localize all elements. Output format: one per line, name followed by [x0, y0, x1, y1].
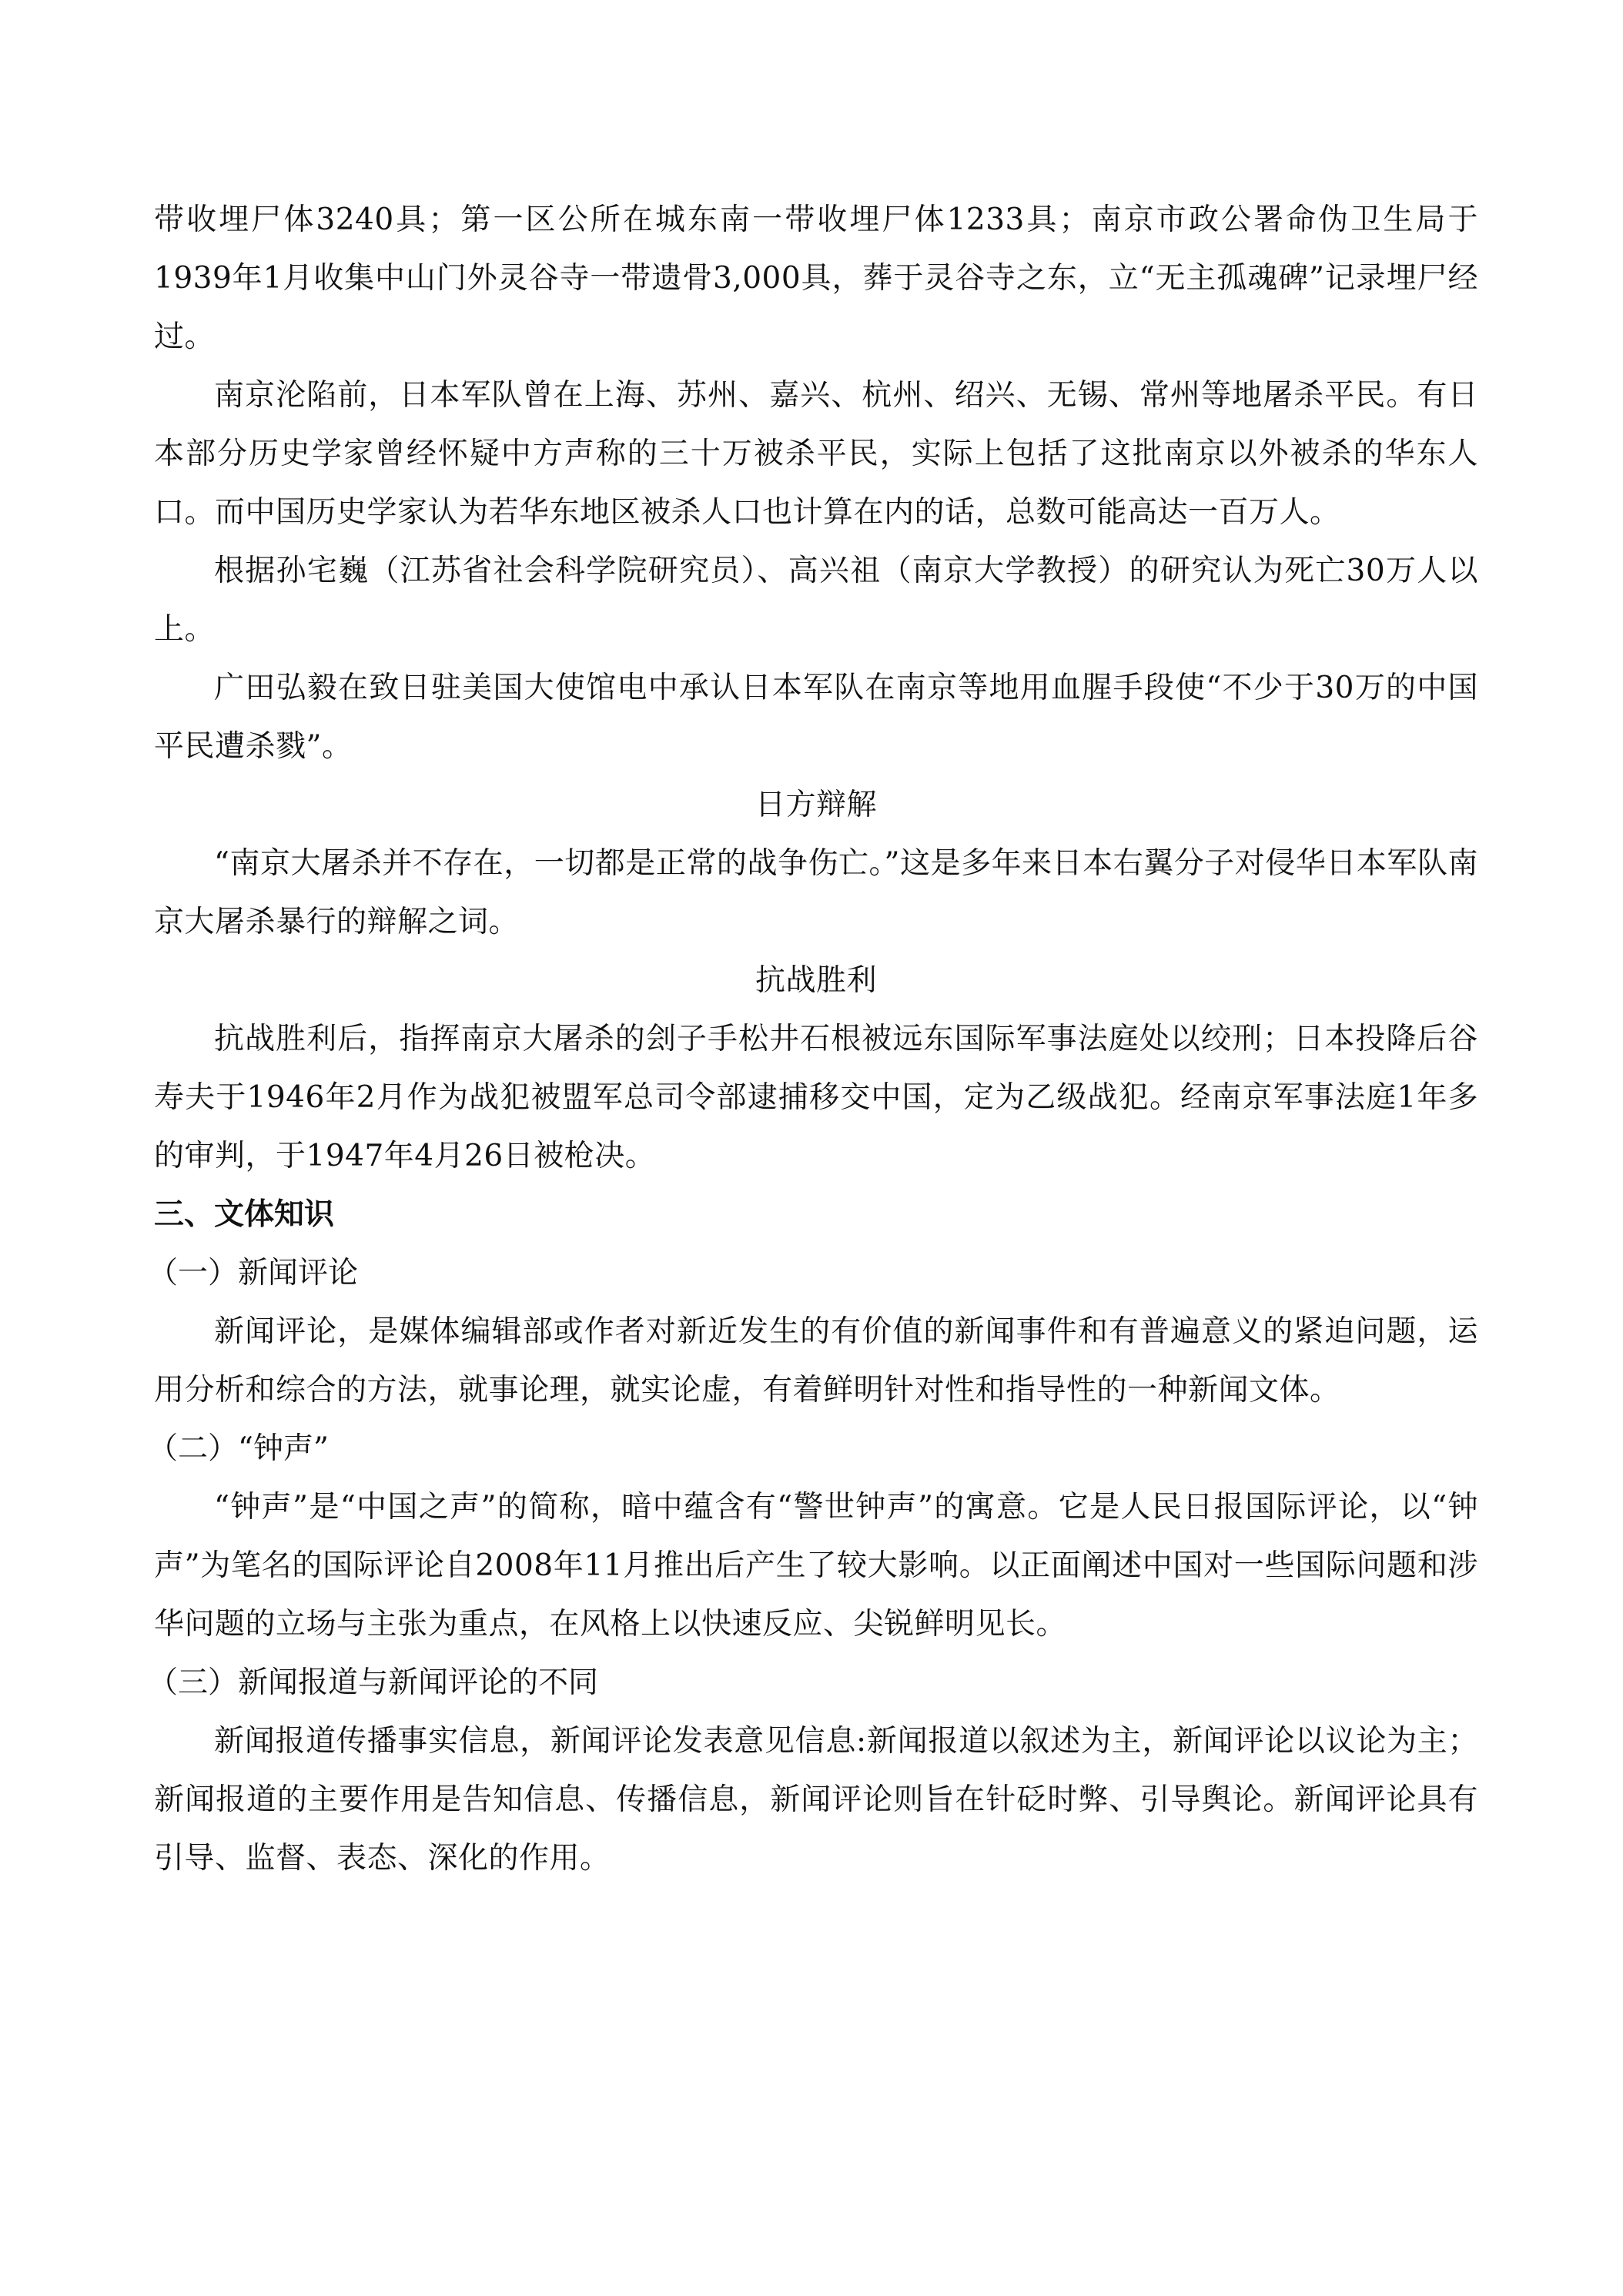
paragraph-war-criminals: 抗战胜利后，指挥南京大屠杀的刽子手松井石根被远东国际军事法庭处以绞刑；日本投降后谷寿夫于1946年2月作为战犯被盟军总司令部逮捕移交中国，定为乙级战犯。经南京军事法庭1年多的审判，于1947年4月26日被枪决。 [154, 1022, 1478, 1173]
subsection-report-vs-commentary: （三）新闻报道与新闻评论的不同 [148, 1665, 599, 1700]
paragraph-burial-records: 带收埋尸体3240具；第一区公所在城东南一带收埋尸体1233具；南京市政公署命伪卫生局于1939年1月收集中山门外灵谷寺一带遗骨3,000具，葬于灵谷寺之东，立“无主孤魂碑”记录埋尸经过。 [154, 202, 1478, 354]
paragraph-hirota-telegram: 广田弘毅在致日驻美国大使馆电中承认日本军队在南京等地用血腥手段使“不少于30万的中国平民遭杀戮”。 [154, 671, 1478, 764]
subsection-zhongsheng: （二）“钟声” [148, 1431, 329, 1466]
section-heading-genre-knowledge: 三、文体知识 [154, 1197, 335, 1232]
paragraph-right-wing-denial: “南京大屠杀并不存在，一切都是正常的战争伤亡。”这是多年来日本右翼分子对侵华日本军队南京大屠杀暴行的辩解之词。 [154, 846, 1478, 939]
paragraph-report-vs-commentary: 新闻报道传播事实信息，新闻评论发表意见信息:新闻报道以叙述为主，新闻评论以议论为主；新闻报道的主要作用是告知信息、传播信息，新闻评论则旨在针砭时弊、引导舆论。新闻评论具有引导、监督、表态、深化的作用。 [154, 1724, 1478, 1876]
paragraph-east-china-massacres: 南京沦陷前，日本军队曾在上海、苏州、嘉兴、杭州、绍兴、无锡、常州等地屠杀平民。有日本部分历史学家曾经怀疑中方声称的三十万被杀平民，实际上包括了这批南京以外被杀的华东人口。而中国历史学家认为若华东地区被杀人口也计算在内的话，总数可能高达一百万人。 [154, 378, 1478, 530]
paragraph-researchers: 根据孙宅巍（江苏省社会科学院研究员）、高兴祖（南京大学教授）的研究认为死亡30万人以上。 [154, 554, 1478, 647]
paragraph-zhongsheng-definition: “钟声”是“中国之声”的简称，暗中蕴含有“警世钟声”的寓意。它是人民日报国际评论，以“钟声”为笔名的国际评论自2008年11月推出后产生了较大影响。以正面阐述中国对一些国际问题和涉华问题的立场与主张为重点，在风格上以快速反应、尖锐鲜明见长。 [154, 1490, 1478, 1642]
paragraph-news-commentary-definition: 新闻评论，是媒体编辑部或作者对新近发生的有价值的新闻事件和有普遍意义的紧迫问题，运用分析和综合的方法，就事论理，就实论虚，有着鲜明针对性和指导性的一种新闻文体。 [154, 1314, 1478, 1407]
heading-japanese-justification: 日方辩解 [755, 788, 877, 822]
subsection-news-commentary: （一）新闻评论 [148, 1256, 359, 1290]
page-content [148, 191, 1478, 1888]
heading-war-victory: 抗战胜利 [755, 963, 877, 998]
